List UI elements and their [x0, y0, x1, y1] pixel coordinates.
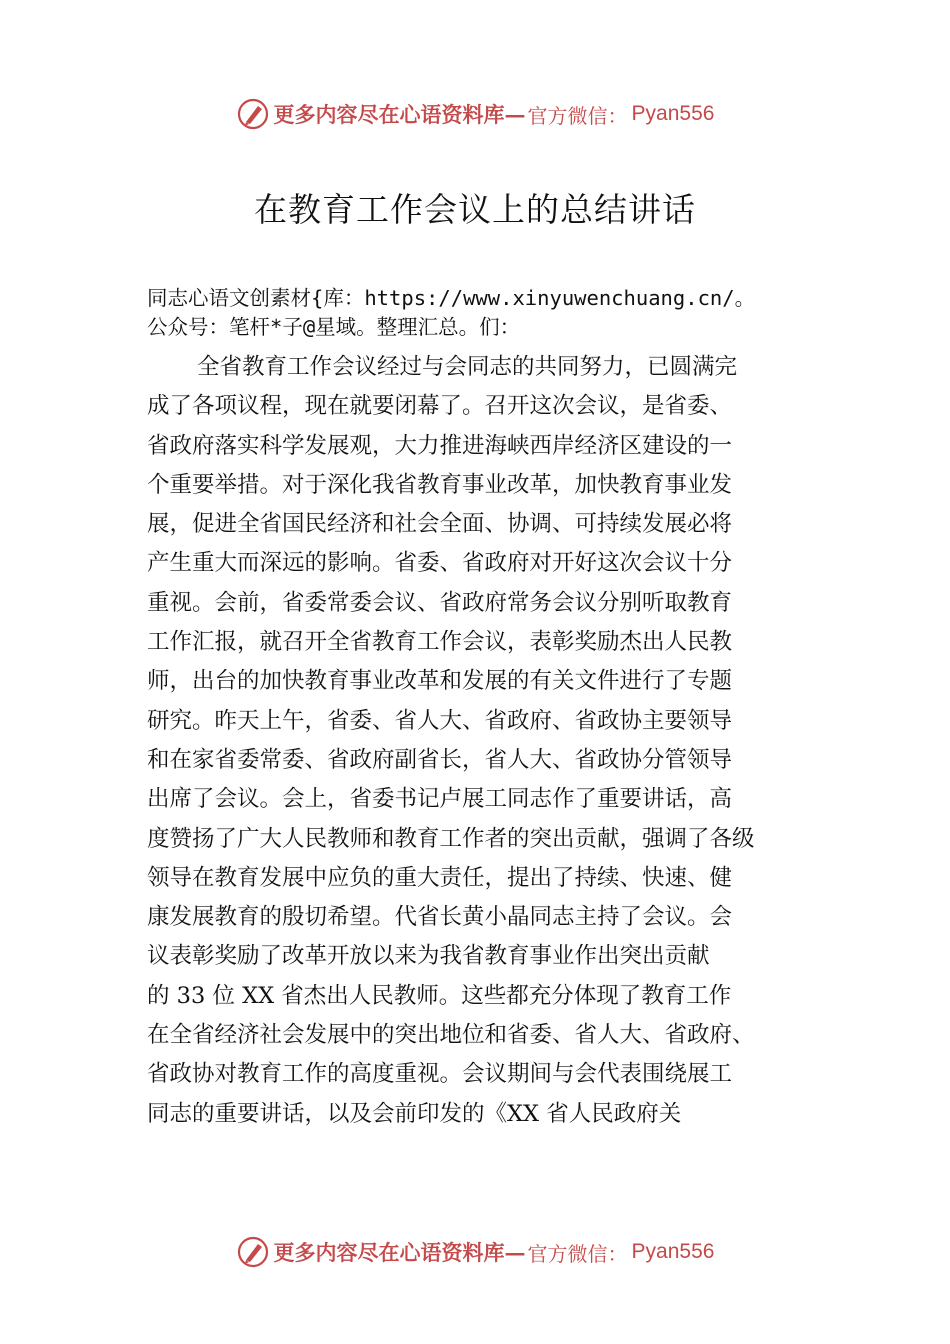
- watermark-text: 更多内容尽在心语资料库—: [273, 1240, 526, 1265]
- body-line: 和在家省委常委、省政府副省长，省人大、省政协分管领导: [147, 746, 733, 773]
- source-line-1: 同志心语文创素材{库：https://www.xinyuwenchuang.cn/。: [147, 286, 756, 310]
- body-line: 省政府落实科学发展观，大力推进海峡西岸经济区建设的一: [147, 432, 733, 459]
- body-line: 个重要举措。对于深化我省教育事业改革，加快教育事业发: [147, 471, 733, 498]
- body-line: 康发展教育的殷切希望。代省长黄小晶同志主持了会议。会: [147, 904, 733, 931]
- body-line: 全省教育工作会议经过与会同志的共同努力，已圆满完: [197, 354, 738, 380]
- body-line: 同志的重要讲话，以及会前印发的《XX 省人民政府关: [147, 1100, 682, 1127]
- watermark-wechat-id: Pyan556: [631, 102, 715, 125]
- body-line: 产生重大而深远的影响。省委、省政府对开好这次会议十分: [147, 550, 733, 577]
- page-title: 在教育工作会议上的总结讲话: [254, 190, 696, 229]
- body-line: 在全省经济社会发展中的突出地位和省委、省人大、省政府、: [147, 1022, 755, 1049]
- body-line: 出席了会议。会上，省委书记卢展工同志作了重要讲话，高: [147, 786, 733, 813]
- body-line: 议表彰奖励了改革开放以来为我省教育事业作出突出贡献: [147, 943, 710, 970]
- body-line: 师，出台的加快教育事业改革和发展的有关文件进行了专题: [147, 668, 733, 695]
- body-paragraph: [147, 348, 837, 1134]
- watermark-wechat-label: 官方微信：: [527, 103, 628, 128]
- pen-logo-icon: [236, 97, 270, 131]
- pen-logo-icon: [236, 1235, 270, 1269]
- body-line: 省政协对教育工作的高度重视。会议期间与会代表围绕展工: [147, 1061, 733, 1088]
- watermark-banner-top: [0, 94, 950, 134]
- body-line: 领导在教育发展中应负的重大责任，提出了持续、快速、健: [147, 864, 733, 891]
- body-line: 重视。会前，省委常委会议、省政府常务会议分别听取教育: [147, 589, 733, 616]
- source-line-2: 公众号：笔杆*子@星域。整理汇总。们：: [147, 315, 521, 339]
- source-note: [147, 284, 847, 342]
- watermark-wechat-label: 官方微信：: [527, 1241, 628, 1266]
- body-line: 的 33 位 XX 省杰出人民教师。这些都充分体现了教育工作: [147, 982, 732, 1009]
- body-line: 研究。昨天上午，省委、省人大、省政府、省政协主要领导: [147, 707, 733, 734]
- body-line: 展，促进全省国民经济和社会全面、协调、可持续发展必将: [147, 511, 733, 538]
- body-line: 成了各项议程，现在就要闭幕了。召开这次会议，是省委、: [147, 393, 733, 420]
- watermark-text: 更多内容尽在心语资料库—: [273, 102, 526, 127]
- watermark-banner-bottom: [0, 1232, 950, 1272]
- watermark-wechat-id: Pyan556: [631, 1240, 715, 1263]
- body-line: 工作汇报，就召开全省教育工作会议，表彰奖励杰出人民教: [147, 629, 733, 656]
- body-line: 度赞扬了广大人民教师和教育工作者的突出贡献，强调了各级: [147, 825, 755, 852]
